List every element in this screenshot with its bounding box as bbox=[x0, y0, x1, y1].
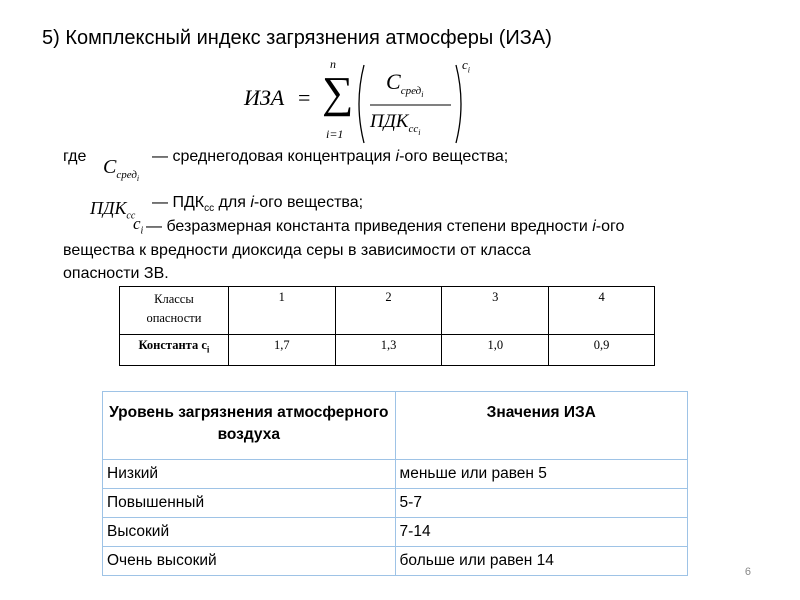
pollution-level-table bbox=[102, 391, 688, 576]
c-avg-description: — среднегодовая концентрация i-ого вещества; bbox=[152, 148, 509, 165]
ci-description-line2: вещества к вредности диоксида серы в зависимости от класса bbox=[63, 242, 531, 259]
formula-numerator: $C_{сред_i}$ bbox=[386, 69, 424, 100]
row-label-constant: Константа $c_i$ bbox=[120, 335, 229, 366]
level-cell: Очень высокий bbox=[103, 547, 396, 576]
value-cell: 7-14 bbox=[395, 518, 687, 547]
level-cell: Повышенный bbox=[103, 489, 396, 518]
table-row bbox=[103, 547, 688, 576]
value-cell: 5-7 bbox=[395, 489, 687, 518]
pdk-description: — $ПДК_{сс}$ для i-ого вещества; bbox=[152, 194, 364, 215]
class-cell: 4 bbox=[549, 287, 655, 335]
ci-description-line1: — безразмерная константа приведения степени вредности i-ого bbox=[146, 218, 625, 235]
table-row bbox=[103, 460, 688, 489]
ci-description-line3: опасности ЗВ. bbox=[63, 265, 169, 282]
sum-sign: ∑ bbox=[322, 68, 354, 117]
page-number: 6 bbox=[744, 566, 751, 578]
constant-cell: 1,0 bbox=[442, 335, 549, 366]
row-label-classes: Классы опасности bbox=[120, 287, 229, 335]
table-row bbox=[103, 489, 688, 518]
value-cell: больше или равен 14 bbox=[395, 547, 687, 576]
iza-formula bbox=[236, 57, 476, 147]
class-cell: 1 bbox=[228, 287, 335, 335]
sum-lower-limit: i=1 bbox=[326, 127, 344, 141]
formula-exponent: $c_i$ bbox=[462, 57, 471, 75]
pdk-symbol: $ПДК_{сс}$ bbox=[90, 198, 136, 222]
header-value: Значения ИЗА bbox=[395, 392, 687, 460]
formula-denominator: $ПДК_{сс_i}$ bbox=[370, 111, 421, 137]
formula-lhs: ИЗА bbox=[244, 85, 285, 110]
header-level: Уровень загрязнения атмосферного воздуха bbox=[103, 392, 396, 460]
level-cell: Низкий bbox=[103, 460, 396, 489]
constant-cell: 1,3 bbox=[335, 335, 442, 366]
class-cell: 2 bbox=[335, 287, 442, 335]
ci-symbol: $c_i$ bbox=[133, 214, 144, 237]
table-header-row bbox=[103, 392, 688, 460]
slide-title: 5) Комплексный индекс загрязнения атмосферы (ИЗА) bbox=[42, 27, 552, 49]
c-avg-symbol: $C_{сред_i}$ bbox=[103, 156, 140, 184]
constant-cell: 0,9 bbox=[549, 335, 655, 366]
table-row bbox=[120, 287, 655, 335]
level-cell: Высокий bbox=[103, 518, 396, 547]
sum-upper-limit: n bbox=[330, 57, 336, 71]
value-cell: меньше или равен 5 bbox=[395, 460, 687, 489]
class-cell: 3 bbox=[442, 287, 549, 335]
table-row bbox=[120, 335, 655, 366]
table-row bbox=[103, 518, 688, 547]
where-label: где bbox=[63, 148, 87, 165]
constant-cell: 1,7 bbox=[228, 335, 335, 366]
hazard-class-table bbox=[119, 286, 655, 366]
formula-equals: = bbox=[298, 85, 311, 110]
